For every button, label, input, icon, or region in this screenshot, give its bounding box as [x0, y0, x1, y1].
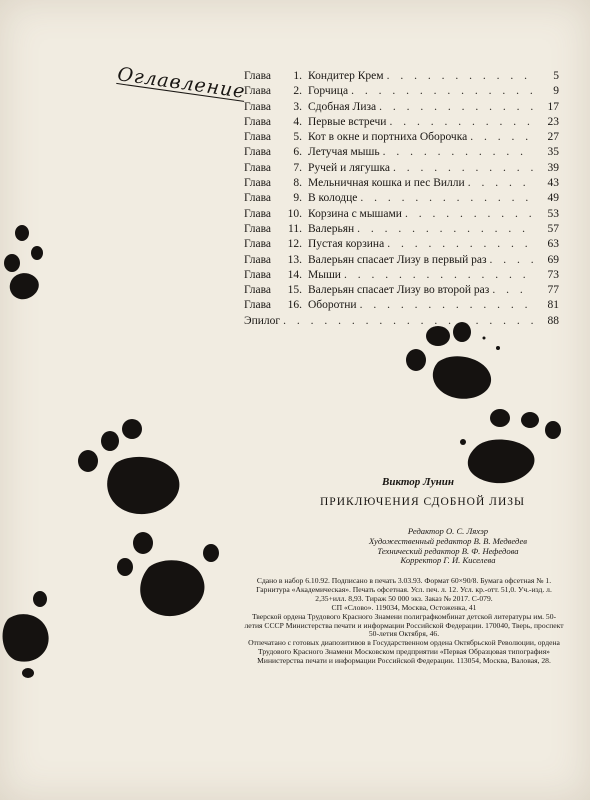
credit-line: Технический редактор В. Ф. Нефедова — [377, 545, 519, 556]
toc-chapter-number: 6. — [293, 146, 302, 159]
toc-chapter-label: Глава — [244, 131, 272, 144]
toc-leader-dots — [383, 145, 534, 160]
toc-epilogue-title: Эпилог — [244, 314, 281, 327]
toc-chapter-number: 1. — [293, 70, 302, 82]
toc-page-number: 9 — [553, 85, 559, 98]
toc-page-number: 69 — [547, 253, 559, 266]
toc-leader-dots — [393, 161, 534, 176]
toc-heading: Оглавление — [116, 63, 247, 103]
toc-chapter-label: Глава — [244, 253, 272, 266]
toc-leader-dots — [357, 222, 534, 237]
toc-chapter-title: Мыши — [308, 268, 341, 281]
toc-page-number: 39 — [547, 161, 559, 174]
toc-chapter-label: Глава — [244, 177, 272, 190]
toc-leader-dots — [389, 115, 534, 130]
toc-row — [244, 100, 559, 115]
toc-chapter-label: Глава — [244, 70, 272, 82]
toc-leader-dots — [360, 191, 534, 206]
toc-chapter-number: 16. — [287, 299, 302, 312]
toc-chapter-number: 5. — [293, 131, 302, 144]
toc-leader-dots — [470, 130, 534, 145]
toc-chapter-number: 10. — [287, 207, 302, 220]
imprint-line: Сдано в набор 6.10.92. Подписано в печать 3.03.93. Формат 60×90/8. Бумага офсетная № 1. Гарнитура «Академическая». Печать офсетная. Усл. печ. л. 12. Усл. кр.-отт. 51,0. Уч.-изд. л. 2,35+илл. 8,93. Тираж 50 000 экз. Заказ № 2017. С-079. — [256, 576, 552, 603]
toc-chapter-number: 12. — [287, 238, 302, 251]
toc-chapter-label: Глава — [244, 161, 272, 174]
toc-chapter-label: Глава — [244, 85, 272, 98]
toc-chapter-number: 4. — [293, 115, 302, 128]
toc-chapter-title: Мельничная кошка и пес Вилли — [308, 177, 465, 190]
paw-print-lower-left — [0, 585, 60, 680]
author-name: Виктор Лунин — [382, 476, 455, 488]
toc-page-number: 23 — [547, 115, 559, 128]
toc-chapter-title: Оборотни — [308, 299, 357, 312]
toc-row — [244, 145, 559, 160]
credit-line: Художественный редактор В. В. Медведев — [368, 535, 528, 546]
toc-epilogue-page: 88 — [547, 314, 559, 327]
credit-line: Корректор Г. И. Киселева — [400, 555, 496, 566]
toc-row — [244, 191, 559, 206]
toc-chapter-label: Глава — [244, 207, 272, 220]
toc-row — [244, 222, 559, 237]
toc-page-number: 81 — [547, 299, 559, 312]
toc-page-number: 49 — [547, 192, 559, 205]
toc-chapter-title: Ручей и лягушка — [308, 161, 390, 174]
toc-chapter-label: Глава — [244, 100, 272, 113]
toc-row — [244, 268, 559, 283]
toc-page-number: 35 — [547, 146, 559, 159]
toc-chapter-number: 3. — [293, 100, 302, 113]
paw-print-lower-center — [115, 525, 235, 625]
toc-chapter-number: 7. — [293, 161, 302, 174]
toc-chapter-number: 14. — [287, 268, 302, 281]
toc-chapter-label: Глава — [244, 192, 272, 205]
toc-chapter-title: Горчица — [308, 85, 349, 98]
toc-chapter-title: Первые встречи — [308, 115, 387, 128]
toc-leader-dots — [351, 84, 534, 99]
paw-print-left-top — [4, 215, 54, 305]
toc-chapter-title: Валерьян — [308, 222, 355, 235]
credit-line: Редактор О. С. Ляхэр — [407, 526, 489, 536]
toc-page-number: 43 — [547, 177, 559, 190]
toc-chapter-title: В колодце — [308, 192, 358, 205]
toc-page-number: 63 — [547, 238, 559, 251]
toc-row — [244, 283, 559, 298]
imprint — [243, 577, 565, 666]
toc-row — [244, 298, 559, 313]
toc-leader-dots — [344, 268, 534, 283]
table-of-contents — [244, 69, 559, 329]
toc-leader-dots — [492, 283, 534, 298]
toc-row — [244, 176, 559, 191]
toc-page-number: 73 — [547, 268, 559, 281]
toc-chapter-number: 11. — [288, 222, 302, 235]
toc-leader-dots — [490, 253, 534, 268]
toc-page-number: 57 — [547, 222, 559, 235]
toc-page-number: 5 — [553, 70, 559, 82]
toc-chapter-title: Сдобная Лиза — [308, 100, 377, 113]
toc-chapter-title: Валерьян спасает Лизу в первый раз — [308, 253, 487, 266]
toc-chapter-number: 8. — [293, 177, 302, 190]
toc-chapter-title: Корзина с мышами — [308, 207, 402, 220]
toc-chapter-number: 2. — [293, 85, 302, 98]
toc-chapter-label: Глава — [244, 268, 272, 281]
book-title: ПРИКЛЮЧЕНИЯ СДОБНОЙ ЛИЗЫ — [320, 496, 526, 508]
toc-page-number: 17 — [547, 100, 559, 113]
toc-chapter-label: Глава — [244, 146, 272, 159]
toc-leader-dots — [387, 237, 534, 252]
toc-row — [244, 207, 559, 222]
paw-print-center-left — [70, 415, 205, 525]
toc-chapter-number: 9. — [293, 192, 302, 205]
toc-chapter-title: Валерьян спасает Лизу во второй раз — [308, 284, 490, 297]
paw-print-right-upper — [398, 318, 518, 408]
toc-leader-dots — [360, 298, 534, 313]
credits — [328, 527, 568, 566]
toc-page-number: 77 — [547, 284, 559, 297]
toc-row — [244, 115, 559, 130]
toc-chapter-label: Глава — [244, 115, 272, 128]
toc-row — [244, 69, 559, 84]
toc-chapter-title: Кот в окне и портниха Оборочка — [308, 131, 468, 144]
toc-chapter-label: Глава — [244, 284, 272, 297]
toc-leader-dots — [468, 176, 534, 191]
toc-chapter-label: Глава — [244, 238, 272, 251]
imprint-line: СП «Слово». 119034, Москва, Остоженка, 41 — [331, 602, 477, 612]
paw-print-right-lower — [445, 398, 570, 493]
toc-chapter-number: 15. — [287, 284, 302, 297]
toc-leader-dots — [405, 207, 534, 222]
toc-chapter-label: Глава — [244, 299, 272, 312]
imprint-line: Тверской ордена Трудового Красного Знамени полиграфкомбинат детской литературы им. 50-летия СССР Министерства печати и информации Российской Федерации. 170040, Тверь, проспект 50-летия Октября, 46. — [244, 611, 564, 639]
toc-row — [244, 130, 559, 145]
toc-row — [244, 237, 559, 252]
toc-page-number: 53 — [547, 207, 559, 220]
toc-page-number: 27 — [547, 131, 559, 144]
toc-leader-dots — [379, 100, 534, 115]
toc-chapter-number: 13. — [287, 253, 302, 266]
toc-chapter-title: Кондитер Крем — [308, 70, 384, 82]
toc-leader-dots — [387, 69, 534, 84]
toc-chapter-title: Летучая мышь — [308, 146, 380, 159]
toc-chapter-label: Глава — [244, 222, 272, 235]
toc-row — [244, 161, 559, 176]
toc-row — [244, 253, 559, 268]
imprint-line: Отпечатано с готовых диапозитивов в Государственном ордена Октябрьской Революции, ордена Трудового Красного Знамени Московском предприятии «Первая Образцовая типография» Министерства печати и информации Российской Федерации. 113054, Москва, Валовая, 28. — [248, 638, 560, 666]
toc-row — [244, 84, 559, 99]
toc-chapter-title: Пустая корзина — [308, 238, 385, 251]
